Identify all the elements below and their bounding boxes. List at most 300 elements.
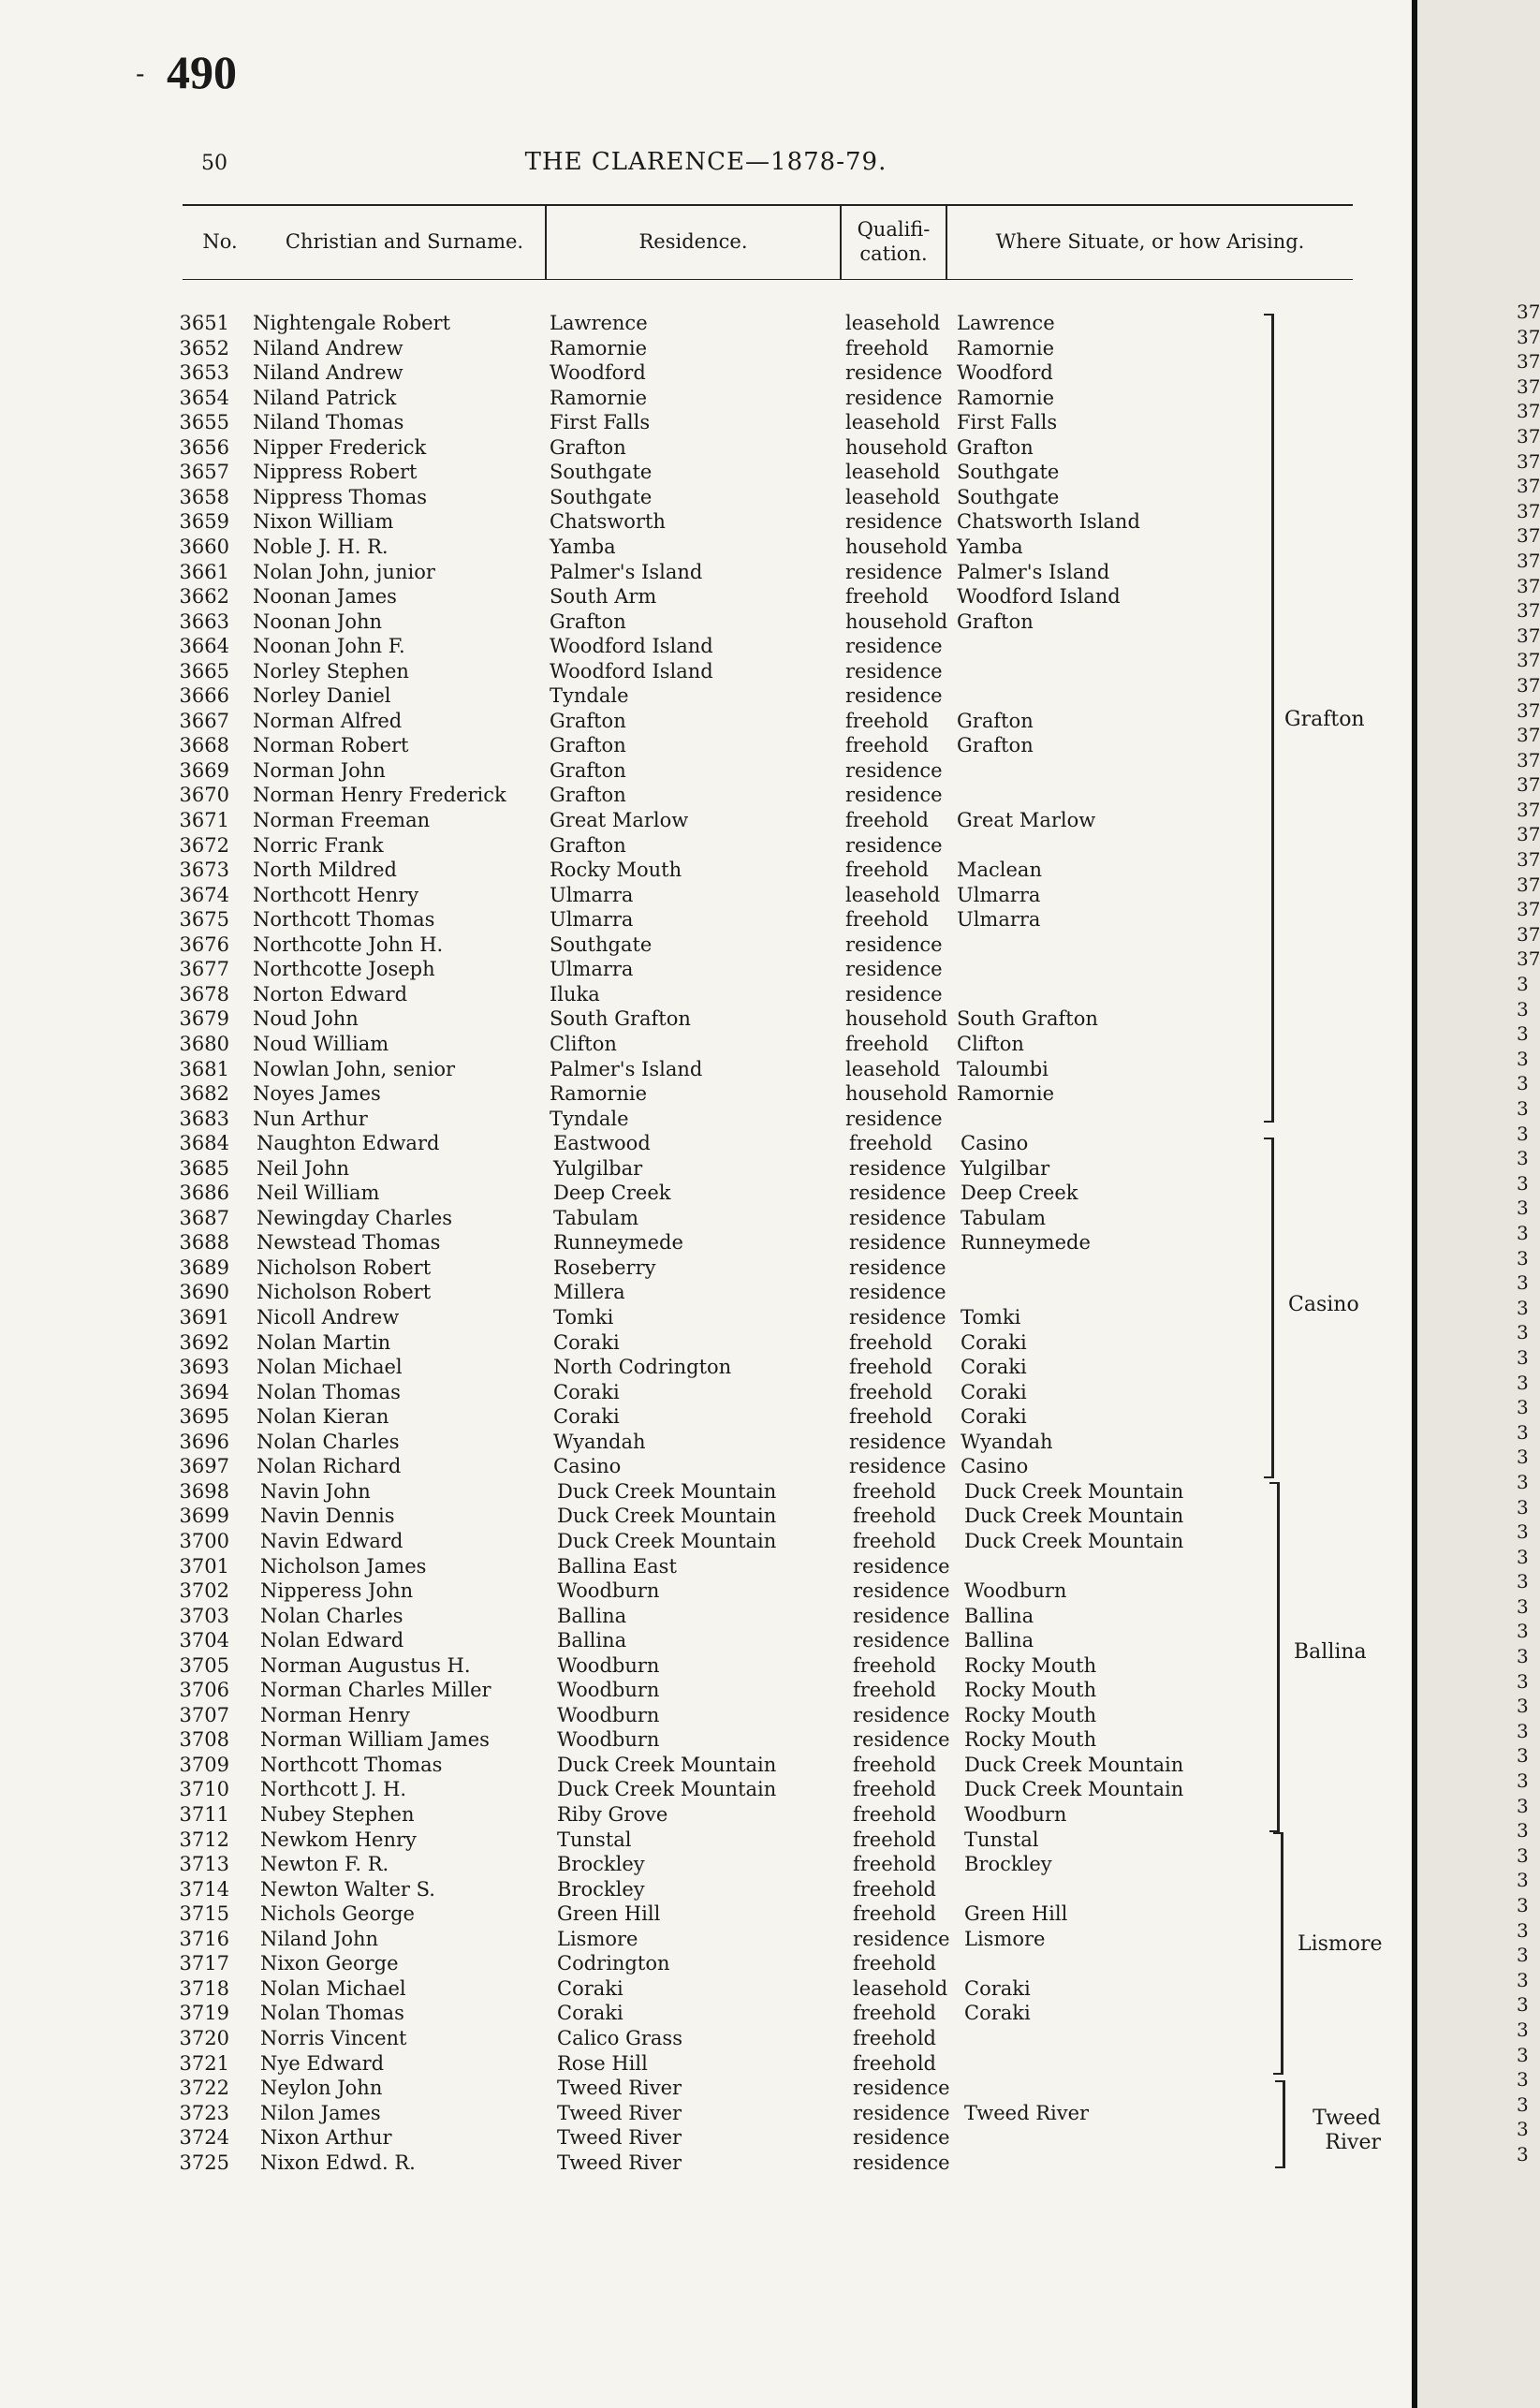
entry-residence: Coraki <box>553 1380 620 1403</box>
edge-number: 3 <box>1517 1894 1529 1916</box>
entry-where-situate: Grafton <box>957 734 1034 757</box>
entry-qualification: residence <box>849 1206 946 1229</box>
edge-number: 3 <box>1517 2043 1529 2066</box>
entry-name: Newkom Henry <box>260 1828 417 1851</box>
entry-qualification: residence <box>845 560 943 583</box>
entry-number: 3687 <box>179 1206 229 1229</box>
entry-name: Noonan James <box>253 585 397 609</box>
entry-residence: North Codrington <box>553 1356 732 1379</box>
entry-residence: Coraki <box>557 2002 623 2025</box>
entry-residence: Grafton <box>550 709 626 732</box>
entry-where-situate: Coraki <box>961 1356 1027 1379</box>
entry-residence: Grafton <box>550 784 626 807</box>
entry-name: Norris Vincent <box>260 2026 407 2049</box>
entry-residence: Deep Creek <box>553 1182 671 1205</box>
edge-number: 37 <box>1517 400 1540 423</box>
entry-number: 3695 <box>179 1405 229 1429</box>
entry-residence: Lismore <box>557 1927 638 1950</box>
entry-number: 3663 <box>179 609 229 633</box>
entry-residence: Woodburn <box>557 1579 660 1603</box>
entry-name: Nolan Michael <box>257 1356 403 1379</box>
entry-where-situate: Coraki <box>961 1380 1027 1403</box>
entry-qualification: freehold <box>853 2026 936 2049</box>
entry-qualification: residence <box>845 958 943 981</box>
entry-residence: Tweed River <box>557 2101 682 2124</box>
entry-name: Norman Robert <box>253 734 409 757</box>
brace-tweed-river <box>1275 2080 1285 2168</box>
entry-number: 3671 <box>179 809 229 831</box>
entry-qualification: residence <box>853 1554 950 1578</box>
entry-where-situate: Southgate <box>957 485 1060 508</box>
edge-number: 37 <box>1517 823 1540 846</box>
entry-name: Norman John <box>253 758 386 782</box>
entry-number: 3670 <box>179 784 229 807</box>
entry-number: 3683 <box>179 1107 229 1130</box>
entry-number: 3651 <box>179 312 229 334</box>
header-residence: Residence. <box>638 230 748 253</box>
page-title: THE CLARENCE—1878-79. <box>524 148 887 176</box>
entry-name: Nolan Thomas <box>260 2002 404 2025</box>
edge-number: 3 <box>1517 1221 1529 1244</box>
entry-number: 3668 <box>179 734 229 757</box>
header-name: Christian and Surname. <box>285 230 524 253</box>
entry-qualification: freehold <box>845 908 929 932</box>
entry-where-situate: Casino <box>961 1455 1029 1478</box>
edge-number: 37 <box>1517 748 1540 771</box>
entry-residence: Woodburn <box>557 1653 660 1677</box>
entry-number: 3662 <box>179 585 229 609</box>
edge-number: 37 <box>1517 922 1540 946</box>
entry-residence: Duck Creek Mountain <box>557 1479 777 1503</box>
edge-number: 3 <box>1517 1669 1529 1693</box>
entry-number: 3661 <box>179 560 229 583</box>
entry-name: Nippress Thomas <box>253 485 428 508</box>
entry-where-situate: Tunstal <box>964 1828 1039 1851</box>
district-ballina: Ballina <box>1294 1640 1367 1664</box>
entry-qualification: leasehold <box>853 1976 948 2000</box>
entry-residence: Casino <box>553 1455 622 1478</box>
edge-number: 37 <box>1517 301 1540 323</box>
entry-name: Norton Edward <box>253 982 408 1006</box>
entry-number: 3652 <box>179 336 229 360</box>
entry-name: Norman Augustus H. <box>260 1653 471 1677</box>
entry-residence: Tyndale <box>550 684 629 708</box>
entry-where-situate: Woodford <box>957 361 1053 385</box>
edge-number: 3 <box>1517 1022 1529 1046</box>
entry-residence: Brockley <box>557 1853 645 1876</box>
edge-number: 3 <box>1517 2068 1529 2092</box>
entry-where-situate: Duck Creek Mountain <box>964 1529 1184 1552</box>
entry-number: 3672 <box>179 833 229 857</box>
entry-name: Nipperess John <box>260 1579 414 1603</box>
entry-qualification: freehold <box>853 1778 936 1801</box>
entry-name: Nixon William <box>253 510 394 534</box>
entry-where-situate: Tweed River <box>964 2101 1090 2124</box>
entry-number: 3681 <box>179 1057 229 1080</box>
entry-residence: Coraki <box>553 1330 620 1354</box>
entry-where-situate: Woodford Island <box>957 585 1121 609</box>
entry-number: 3667 <box>179 709 229 732</box>
entry-qualification: freehold <box>853 1952 936 1975</box>
entry-residence: Grafton <box>550 758 626 782</box>
entry-name: Nolan Martin <box>257 1330 391 1354</box>
entry-qualification: residence <box>845 659 943 683</box>
entry-qualification: freehold <box>845 809 929 831</box>
entry-number: 3669 <box>179 758 229 782</box>
entry-name: Northcotte Joseph <box>253 958 435 981</box>
entry-residence: Riby Grove <box>557 1803 668 1826</box>
entry-qualification: residence <box>853 1927 950 1950</box>
entry-residence: Ramornie <box>550 336 648 360</box>
entry-residence: Chatsworth <box>550 510 666 534</box>
entry-name: Navin Dennis <box>260 1505 395 1528</box>
entry-name: Norman Freeman <box>253 809 431 831</box>
entry-residence: Wyandah <box>553 1430 646 1453</box>
edge-number: 3 <box>1517 1869 1529 1892</box>
entry-qualification: freehold <box>853 1505 936 1528</box>
entry-where-situate: Ramornie <box>957 336 1055 360</box>
entry-residence: Coraki <box>557 1976 623 2000</box>
edge-number: 37 <box>1517 574 1540 597</box>
entry-qualification: residence <box>845 932 943 956</box>
entry-number: 3718 <box>179 1976 229 2000</box>
entry-residence: Tomki <box>553 1306 614 1329</box>
entry-number: 3705 <box>179 1653 229 1677</box>
edge-number: 37 <box>1517 449 1540 473</box>
entry-qualification: freehold <box>853 1679 936 1702</box>
edge-number: 37 <box>1517 673 1540 697</box>
entry-number: 3720 <box>179 2026 229 2049</box>
page-gutter-shadow <box>1412 0 1417 2408</box>
entry-number: 3699 <box>179 1505 229 1528</box>
entry-residence: Grafton <box>550 734 626 757</box>
entry-number: 3658 <box>179 485 229 508</box>
entry-number: 3665 <box>179 659 229 683</box>
entry-number: 3708 <box>179 1728 229 1752</box>
edge-number: 3 <box>1517 1072 1529 1095</box>
entry-number: 3684 <box>179 1132 229 1155</box>
entry-qualification: residence <box>845 361 943 385</box>
folio-number: 490 <box>167 46 237 98</box>
entry-number: 3692 <box>179 1330 229 1354</box>
entry-where-situate: Casino <box>961 1132 1029 1155</box>
entry-where-situate: Chatsworth Island <box>957 510 1140 534</box>
entry-where-situate: Lismore <box>964 1927 1046 1950</box>
entry-name: Nichols George <box>260 1902 415 1926</box>
entry-residence: Tweed River <box>557 2077 682 2100</box>
entry-number: 3704 <box>179 1629 229 1652</box>
entry-residence: Yamba <box>550 535 616 558</box>
entry-name: Nixon Edwd. R. <box>260 2151 416 2174</box>
edge-number: 3 <box>1517 2018 1529 2041</box>
edge-number: 3 <box>1517 1122 1529 1145</box>
entry-number: 3721 <box>179 2051 229 2075</box>
entry-name: Niland Patrick <box>253 386 397 409</box>
edge-number: 3 <box>1517 1918 1529 1942</box>
entry-residence: Ramornie <box>550 386 648 409</box>
entry-number: 3700 <box>179 1529 229 1552</box>
page-number: 50 <box>201 152 227 175</box>
entry-residence: Tyndale <box>550 1107 629 1130</box>
entry-name: Noble J. H. R. <box>253 535 389 558</box>
entry-qualification: freehold <box>845 336 929 360</box>
entry-name: Norman Henry <box>260 1703 410 1726</box>
entry-name: Nixon Arthur <box>260 2126 392 2150</box>
entry-qualification: residence <box>845 833 943 857</box>
entry-residence: Brockley <box>557 1877 645 1901</box>
entry-name: Nolan Edward <box>260 1629 404 1652</box>
entry-name: North Mildred <box>253 859 397 882</box>
entry-number: 3679 <box>179 1007 229 1031</box>
entry-qualification: freehold <box>849 1380 932 1403</box>
brace-lismore <box>1273 1832 1283 2075</box>
entry-qualification: residence <box>849 1430 946 1453</box>
entry-qualification: freehold <box>849 1356 932 1379</box>
entry-where-situate: Tomki <box>961 1306 1021 1329</box>
edge-number: 3 <box>1517 1744 1529 1768</box>
entry-residence: Rocky Mouth <box>550 859 682 882</box>
entry-residence: Southgate <box>550 461 653 484</box>
entry-qualification: freehold <box>853 1877 936 1901</box>
entry-number: 3723 <box>179 2101 229 2124</box>
entry-name: Newton F. R. <box>260 1853 389 1876</box>
entry-qualification: leasehold <box>845 411 941 434</box>
entry-where-situate: Ulmarra <box>957 908 1041 932</box>
entry-qualification: freehold <box>845 709 929 732</box>
adjacent-page-numbers <box>1517 300 1540 2167</box>
district-tweed-river: Tweed River <box>1313 2107 1381 2154</box>
entry-name: Nicoll Andrew <box>257 1306 400 1329</box>
edge-number: 37 <box>1517 773 1540 797</box>
edge-number: 3 <box>1517 1570 1529 1593</box>
entry-number: 3653 <box>179 361 229 385</box>
edge-number: 37 <box>1517 599 1540 623</box>
entry-residence: Coraki <box>553 1405 620 1429</box>
edge-number: 3 <box>1517 1495 1529 1519</box>
entry-where-situate: Grafton <box>957 709 1034 732</box>
edge-number: 37 <box>1517 350 1540 374</box>
entry-where-situate: Rocky Mouth <box>964 1653 1097 1677</box>
edge-number: 3 <box>1517 1147 1529 1170</box>
entry-name: Niland Andrew <box>253 361 403 385</box>
entry-number: 3664 <box>179 635 229 658</box>
entry-qualification: leasehold <box>845 312 941 334</box>
entry-name: Northcott Thomas <box>253 908 435 932</box>
entry-name: Norman Alfred <box>253 709 403 732</box>
edge-number: 3 <box>1517 1645 1529 1668</box>
entry-residence: Duck Creek Mountain <box>557 1778 777 1801</box>
entry-name: Nolan Kieran <box>257 1405 389 1429</box>
edge-number: 37 <box>1517 499 1540 522</box>
entry-qualification: residence <box>845 758 943 782</box>
entry-name: Nixon George <box>260 1952 399 1975</box>
entry-where-situate: Woodburn <box>964 1579 1067 1603</box>
entry-residence: Iluka <box>550 982 600 1006</box>
entry-residence: Grafton <box>550 609 626 633</box>
entry-qualification: residence <box>845 684 943 708</box>
entry-number: 3711 <box>179 1803 229 1826</box>
entry-qualification: freehold <box>853 2051 936 2075</box>
edge-number: 37 <box>1517 325 1540 348</box>
entry-qualification: residence <box>853 1579 950 1603</box>
edge-number: 3 <box>1517 1620 1529 1643</box>
entry-name: Navin Edward <box>260 1529 403 1552</box>
entry-name: Newstead Thomas <box>257 1231 441 1255</box>
edge-number: 37 <box>1517 724 1540 747</box>
entry-where-situate: Ballina <box>964 1629 1034 1652</box>
entry-qualification: residence <box>849 1306 946 1329</box>
edge-number: 37 <box>1517 873 1540 896</box>
entry-number: 3709 <box>179 1753 229 1776</box>
entry-residence: Green Hill <box>557 1902 661 1926</box>
entry-residence: Grafton <box>550 833 626 857</box>
brace-casino <box>1264 1138 1274 1478</box>
entry-residence: Woodburn <box>557 1679 660 1702</box>
entry-residence: Ballina <box>557 1604 627 1627</box>
entry-name: Nolan Michael <box>260 1976 406 2000</box>
entry-where-situate: Duck Creek Mountain <box>964 1778 1184 1801</box>
entry-name: Nubey Stephen <box>260 1803 415 1826</box>
entry-number: 3696 <box>179 1430 229 1453</box>
entry-qualification: residence <box>845 982 943 1006</box>
district-lismore: Lismore <box>1298 1932 1383 1956</box>
entry-qualification: freehold <box>853 2002 936 2025</box>
entry-qualification: residence <box>849 1231 946 1255</box>
entry-residence: Duck Creek Mountain <box>557 1753 777 1776</box>
entry-residence: Codrington <box>557 1952 670 1975</box>
entry-name: Niland Andrew <box>253 336 403 360</box>
entry-residence: Palmer's Island <box>550 560 703 583</box>
edge-number: 3 <box>1517 1047 1529 1070</box>
entry-residence: Woodford <box>550 361 646 385</box>
entry-where-situate: Rocky Mouth <box>964 1728 1097 1752</box>
header-qualification: Qualifi- cation. <box>857 218 931 265</box>
entry-qualification: freehold <box>853 1902 936 1926</box>
entry-where-situate: Coraki <box>964 2002 1031 2025</box>
entry-name: Nolan Charles <box>260 1604 403 1627</box>
entry-qualification: household <box>845 535 948 558</box>
entry-residence: Calico Grass <box>557 2026 682 2049</box>
header-where: Where Situate, or how Arising. <box>995 230 1305 253</box>
entry-residence: Woodburn <box>557 1703 660 1726</box>
entry-qualification: residence <box>853 1703 950 1726</box>
entry-residence: Woodford Island <box>550 635 713 658</box>
entry-number: 3660 <box>179 535 229 558</box>
entry-where-situate: First Falls <box>957 411 1058 434</box>
entry-where-situate: Grafton <box>957 435 1034 459</box>
entry-qualification: residence <box>845 635 943 658</box>
entry-name: Northcotte John H. <box>253 932 444 956</box>
edge-number: 37 <box>1517 898 1540 921</box>
entry-name: Nicholson Robert <box>257 1255 432 1279</box>
entry-number: 3722 <box>179 2077 229 2100</box>
entry-where-situate: Maclean <box>957 859 1042 882</box>
entry-number: 3656 <box>179 435 229 459</box>
entry-name: Nilon James <box>260 2101 381 2124</box>
entry-where-situate: Coraki <box>964 1976 1031 2000</box>
entry-name: Noonan John <box>253 609 383 633</box>
entry-qualification: residence <box>853 1604 950 1627</box>
entry-number: 3702 <box>179 1579 229 1603</box>
entry-name: Noud William <box>253 1032 389 1055</box>
entry-residence: Palmer's Island <box>550 1057 703 1080</box>
edge-number: 3 <box>1517 1371 1529 1394</box>
edge-number: 3 <box>1517 1695 1529 1718</box>
edge-number: 37 <box>1517 947 1540 971</box>
entry-name: Naughton Edward <box>257 1132 440 1155</box>
entry-where-situate: Ulmarra <box>957 883 1041 906</box>
entry-number: 3703 <box>179 1604 229 1627</box>
entry-name: Noud John <box>253 1007 359 1031</box>
entry-where-situate: Great Marlow <box>957 809 1096 831</box>
edge-number: 37 <box>1517 798 1540 821</box>
entry-residence: Ballina East <box>557 1554 677 1578</box>
entry-number: 3691 <box>179 1306 229 1329</box>
entry-number: 3697 <box>179 1455 229 1478</box>
entry-residence: Southgate <box>550 932 653 956</box>
entry-qualification: residence <box>849 1455 946 1478</box>
entry-number: 3689 <box>179 1255 229 1279</box>
edge-number: 37 <box>1517 475 1540 498</box>
entry-qualification: freehold <box>849 1330 932 1354</box>
entry-qualification: residence <box>853 2126 950 2150</box>
entry-number: 3680 <box>179 1032 229 1055</box>
entry-qualification: residence <box>849 1281 946 1304</box>
entry-name: Nicholson Robert <box>257 1281 432 1304</box>
entry-name: Nolan Richard <box>257 1455 402 1478</box>
entry-name: Nowlan John, senior <box>253 1057 456 1080</box>
entry-qualification: household <box>845 609 948 633</box>
entry-qualification: freehold <box>853 1853 936 1876</box>
entry-where-situate: Wyandah <box>961 1430 1053 1453</box>
entry-name: Niland John <box>260 1927 379 1950</box>
edge-number: 3 <box>1517 1843 1529 1867</box>
entry-number: 3710 <box>179 1778 229 1801</box>
entry-name: Nye Edward <box>260 2051 385 2075</box>
entry-residence: Clifton <box>550 1032 617 1055</box>
entry-name: Niland Thomas <box>253 411 404 434</box>
edge-number: 3 <box>1517 1097 1529 1120</box>
entry-qualification: residence <box>849 1182 946 1205</box>
edge-number: 3 <box>1517 1197 1529 1220</box>
entry-name: Neylon John <box>260 2077 383 2100</box>
entry-residence: Ramornie <box>550 1082 648 1106</box>
edge-number: 3 <box>1517 1819 1529 1843</box>
edge-number: 3 <box>1517 997 1529 1020</box>
entry-residence: Ballina <box>557 1629 627 1652</box>
entry-where-situate: Palmer's Island <box>957 560 1110 583</box>
edge-number: 3 <box>1517 973 1529 996</box>
entry-name: Nicholson James <box>260 1554 427 1578</box>
entry-qualification: freehold <box>853 1828 936 1851</box>
entry-where-situate: Brockley <box>964 1853 1052 1876</box>
entry-number: 3688 <box>179 1231 229 1255</box>
edge-number: 3 <box>1517 1545 1529 1568</box>
entry-number: 3715 <box>179 1902 229 1926</box>
entry-residence: South Arm <box>550 585 657 609</box>
edge-number: 3 <box>1517 1944 1529 1967</box>
edge-number: 3 <box>1517 1594 1529 1618</box>
entry-qualification: residence <box>853 1629 950 1652</box>
entry-residence: Grafton <box>550 435 626 459</box>
entry-number: 3690 <box>179 1281 229 1304</box>
entry-where-situate: Ballina <box>964 1604 1034 1627</box>
edge-number: 3 <box>1517 1968 1529 1991</box>
entry-qualification: freehold <box>845 734 929 757</box>
entry-name: Nun Arthur <box>253 1107 368 1130</box>
entry-number: 3693 <box>179 1356 229 1379</box>
edge-number: 3 <box>1517 1470 1529 1493</box>
